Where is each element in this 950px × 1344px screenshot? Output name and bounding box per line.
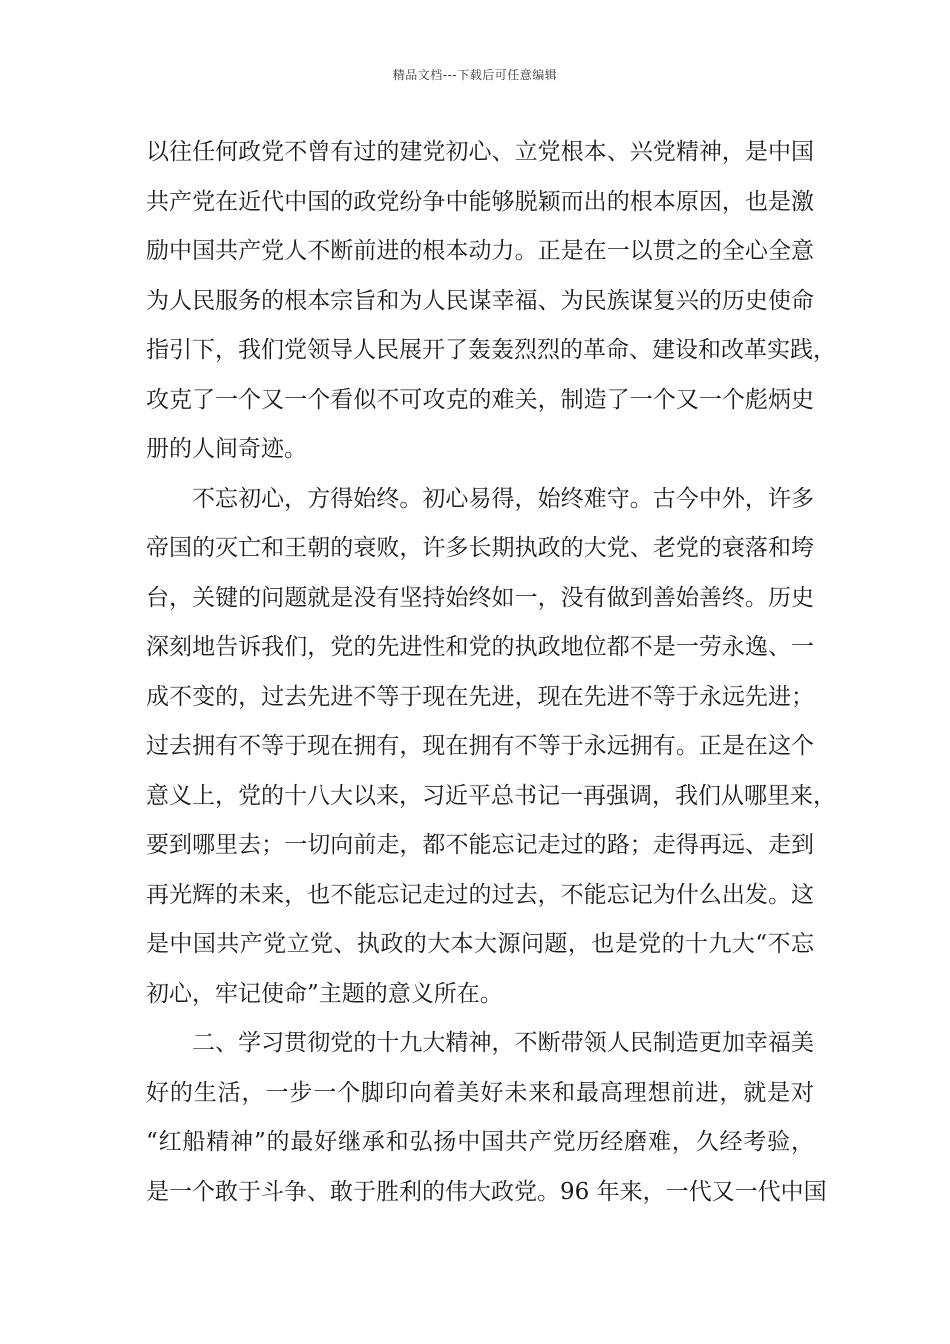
text-line: 册的人间奇迹。 xyxy=(146,436,307,462)
body-text xyxy=(146,128,836,1217)
text-line: 以往任何政党不曾有过的建党初心、立党根本、兴党精神，是中国 xyxy=(146,139,814,165)
text-line: 是一个敢于斗争、敢于胜利的伟大政党。96 年来，一代又一代中国 xyxy=(146,1178,827,1205)
text-line: 攻克了一个又一个看似不可攻克的难关，制造了一个又一个彪炳史 xyxy=(146,386,814,413)
text-line: 为人民服务的根本宗旨和为人民谋幸福、为民族谋复兴的历史使命 xyxy=(146,287,814,314)
text-line: 要到哪里去；一切向前走，都不能忘记走过的路；走得再远、走到 xyxy=(146,832,814,858)
text-line: 意义上，党的十八大以来，习近平总书记一再强调，我们从哪里来， xyxy=(146,782,836,809)
text-line: 成不变的，过去先进不等于现在先进，现在先进不等于永远先进； xyxy=(146,683,814,710)
text-line: 是中国共产党立党、执政的大本大源问题，也是党的十九大“不忘 xyxy=(146,931,814,957)
text-line: 二、学习贯彻党的十九大精神，不断带领人民制造更加幸福美 xyxy=(192,1030,814,1056)
text-line: 共产党在近代中国的政党纷争中能够脱颖而出的根本原因，也是激 xyxy=(146,188,814,215)
text-line: 不忘初心，方得始终。初心易得，始终难守。古今中外，许多 xyxy=(192,485,814,512)
text-line: 指引下，我们党领导人民展开了轰轰烈烈的革命、建设和改革实践， xyxy=(146,337,836,363)
text-line: 过去拥有不等于现在拥有，现在拥有不等于永远拥有。正是在这个 xyxy=(146,733,814,759)
text-line: 再光辉的未来，也不能忘记走过的过去，不能忘记为什么出发。这 xyxy=(146,881,814,908)
text-line: 台，关键的问题就是没有坚持始终如一，没有做到善始善终。历史 xyxy=(146,584,814,611)
text-line: 深刻地告诉我们，党的先进性和党的执政地位都不是一劳永逸、一 xyxy=(146,634,814,660)
text-line: “红船精神”的最好继承和弘扬中国共产党历经磨难，久经考验， xyxy=(146,1129,814,1155)
page-header: 精品文档---下载后可任意编辑 xyxy=(392,68,558,82)
text-line: 初心，牢记使命”主题的意义所在。 xyxy=(146,980,503,1007)
text-line: 好的生活，一步一个脚印向着美好未来和最高理想前进，就是对 xyxy=(146,1079,814,1106)
text-line: 励中国共产党人不断前进的根本动力。正是在一以贯之的全心全意 xyxy=(146,238,814,264)
text-line: 帝国的灭亡和王朝的衰败，许多长期执政的大党、老党的衰落和垮 xyxy=(146,535,814,561)
